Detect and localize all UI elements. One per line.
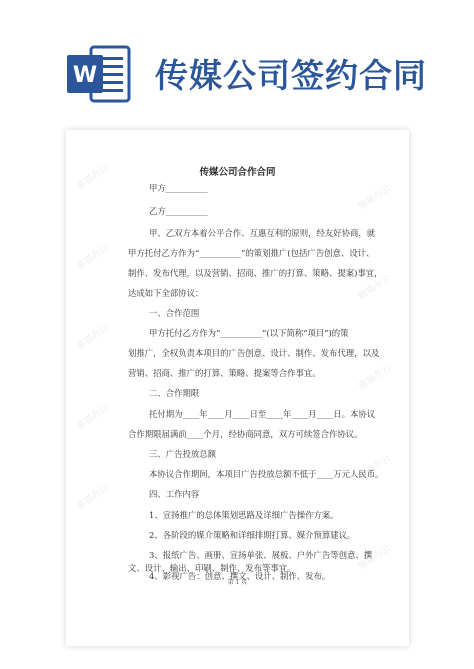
- paragraph-line: 托付期为____年____月____日至____年____月____日。本协议: [149, 409, 376, 419]
- section-heading: 一、合作范围: [149, 308, 200, 318]
- watermark: 熊猫办公: [75, 323, 111, 353]
- paragraph-line: 甲方托付乙方作为“__________”(以下简称“项目”)的策: [149, 328, 349, 338]
- section-heading: 三、广告投放总额: [149, 449, 216, 459]
- section-heading: 二、合作期限: [149, 388, 200, 398]
- watermark: 熊猫办公: [357, 273, 393, 303]
- watermark: 熊猫办公: [357, 453, 393, 483]
- watermark: 熊猫办公: [357, 543, 393, 573]
- banner: [0, 0, 474, 136]
- section-heading: 四、工作内容: [149, 489, 200, 499]
- list-item: 3、报纸广告、画册、宣扬单张、展板、户外广告等创意、撰: [149, 550, 373, 560]
- party-a-line: 甲方__________: [149, 183, 208, 193]
- document-page: [66, 130, 409, 646]
- list-item: 1、宣扬推广的总体策划思路及详细广告操作方案。: [149, 510, 339, 520]
- paragraph-line: 本协议合作期间，本项目广告投放总额不低于____万元人民币。: [149, 469, 384, 479]
- list-item: 2、各阶段的媒介策略和详细排期打算、媒介预算建议。: [149, 530, 356, 540]
- banner-title: 传媒公司签约合同: [155, 56, 427, 95]
- paragraph-line: 营销、招商、推广的打算、策略、提案等合作事宜。: [128, 368, 321, 378]
- watermark: 熊猫办公: [357, 183, 393, 213]
- paragraph-line: 达成如下全部协议：: [128, 288, 204, 298]
- page-number: 第 1 页: [227, 579, 248, 586]
- document-title: 传媒公司合作合同: [199, 167, 276, 178]
- list-item: 4、影视广告：创意、撰文、设计、制作、发布。: [149, 571, 331, 581]
- paragraph-line: 合作期限届满前____个月，经协商同意，双方可续签合作协议。: [128, 429, 363, 439]
- watermark: 熊猫办公: [75, 163, 111, 193]
- watermark: 熊猫办公: [357, 363, 393, 393]
- paragraph-line: 划推广，全权负责本项目的广告创意、设计、制作、发布代理，以及: [128, 348, 380, 358]
- svg-text:W: W: [72, 63, 98, 88]
- list-item: 文、设计、输出、印刷、制作、发布等事宜。: [128, 563, 296, 573]
- paragraph-line: 甲、乙双方本着公平合作、互惠互利的原则，经友好协商，就: [149, 228, 376, 238]
- paragraph-line: 制作、发布代理，以及营销、招商、推广的打算、策略、提案)事宜，: [128, 268, 383, 278]
- watermark: 熊猫办公: [75, 403, 111, 433]
- party-b-line: 乙方__________: [149, 206, 208, 216]
- word-icon: [67, 43, 131, 105]
- paragraph-line: 甲方托付乙方作为“__________”的策划推广(包括广告创意、设计、: [128, 248, 375, 258]
- watermark: 熊猫办公: [75, 243, 111, 273]
- watermark: 熊猫办公: [75, 483, 111, 513]
